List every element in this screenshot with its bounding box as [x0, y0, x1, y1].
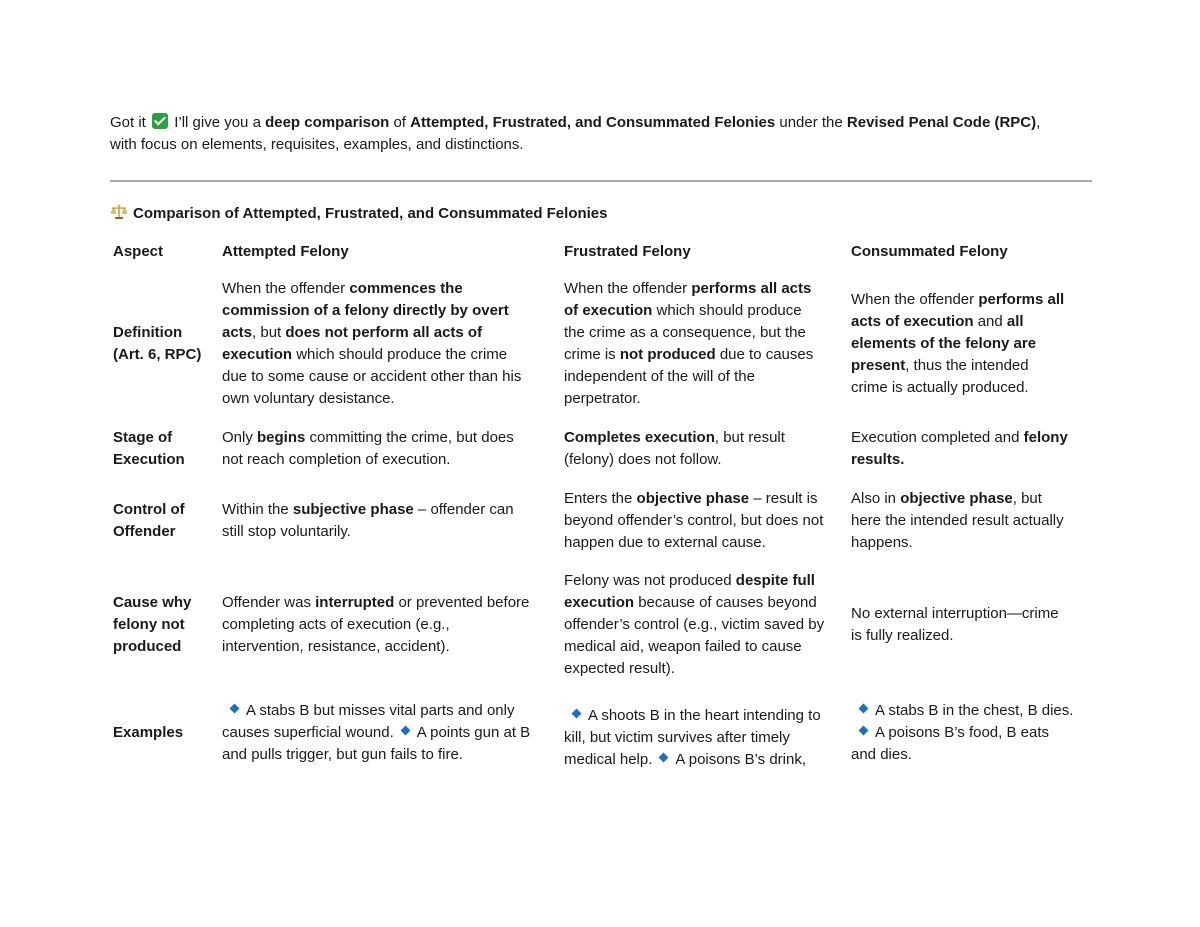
aspect-label-line: Examples — [113, 724, 184, 741]
aspect-label-line: Execution — [113, 451, 185, 468]
table-cell-attempted-felony — [222, 278, 521, 410]
intro-bold-felonies: Attempted, Frustrated, and Consummated Felonies — [410, 114, 776, 131]
text-segment: not reach completion of execution. — [222, 451, 451, 468]
cell-text-line — [564, 366, 813, 388]
bold-text: acts — [222, 324, 253, 341]
cell-text-line — [564, 532, 823, 554]
bold-text: does not perform all acts of — [285, 324, 483, 341]
bold-text: objective phase — [900, 490, 1013, 507]
text-segment: medical aid, weapon failed to cause — [564, 638, 802, 655]
cell-text-line — [851, 289, 1064, 311]
intro-line2: with focus on elements, requisites, examples, and distinctions. — [110, 136, 524, 153]
cell-text-line — [851, 427, 1068, 449]
table-header-attempted-felony: Attempted Felony — [222, 243, 349, 260]
bold-text: begins — [257, 429, 306, 446]
text-segment: and pulls trigger, but gun fails to fire. — [222, 746, 463, 763]
scales-of-justice-icon — [110, 204, 128, 220]
text-segment: A poisons B’s food, B eats — [875, 724, 1050, 741]
text-segment: the crime as a consequence, but the — [564, 324, 806, 341]
bold-text: elements of the felony are — [851, 335, 1037, 352]
text-segment: happens. — [851, 534, 913, 551]
bold-text: interrupted — [315, 594, 395, 611]
cell-text-line — [564, 614, 824, 636]
text-segment: medical help. — [564, 751, 653, 768]
text-segment: A stabs B but misses vital parts and only — [246, 702, 515, 719]
blue-diamond-icon — [230, 704, 240, 714]
text-segment: – offender can — [413, 501, 514, 518]
cell-text-line — [564, 344, 813, 366]
table-cell-frustrated-felony — [564, 705, 821, 771]
intro-part1: I’ll give you a — [170, 114, 266, 131]
text-segment: When the offender — [851, 291, 979, 308]
text-segment: here the intended result actually — [851, 512, 1064, 529]
aspect-label-line: Offender — [113, 523, 176, 540]
cell-text-line — [851, 355, 1064, 377]
cell-text-line — [222, 521, 514, 543]
intro-part3: under the — [775, 114, 847, 131]
text-segment: own voluntary desistance. — [222, 390, 395, 407]
text-segment: beyond offender’s control, but does not — [564, 512, 824, 529]
table-cell-aspect — [113, 722, 183, 744]
bold-text: commences the — [349, 280, 463, 297]
aspect-label-line: Control of — [113, 501, 185, 518]
table-cell-consummated-felony — [851, 488, 1064, 554]
text-segment: A shoots B in the heart intending to — [588, 707, 821, 724]
table-cell-aspect — [113, 499, 185, 543]
text-segment: (felony) does not follow. — [564, 451, 722, 468]
table-header-frustrated-felony: Frustrated Felony — [564, 243, 691, 260]
blue-diamond-icon — [572, 709, 582, 719]
text-segment: still stop voluntarily. — [222, 523, 351, 540]
text-segment: , but — [252, 324, 286, 341]
text-segment: A stabs B in the chest, B dies. — [875, 702, 1074, 719]
text-segment: or prevented before — [394, 594, 530, 611]
bold-text: performs all — [978, 291, 1065, 308]
text-segment: When the offender — [222, 280, 350, 297]
text-segment: offender’s control (e.g., victim saved by — [564, 616, 825, 633]
cell-text-line — [851, 488, 1064, 510]
cell-text-line — [564, 705, 821, 727]
cell-text-line — [851, 603, 1059, 625]
text-segment: is fully realized. — [851, 627, 954, 644]
cell-text-line — [564, 449, 785, 471]
text-segment: Offender was — [222, 594, 316, 611]
check-mark-icon — [152, 113, 168, 129]
table-cell-aspect — [113, 322, 201, 366]
aspect-label-line: produced — [113, 638, 182, 655]
text-segment: committing the crime, but does — [305, 429, 514, 446]
aspect-label-line: felony not — [113, 616, 185, 633]
cell-text-line — [564, 488, 823, 510]
cell-text-line — [564, 570, 824, 592]
table-cell-consummated-felony — [851, 289, 1064, 399]
text-segment: No external interruption—crime — [851, 605, 1059, 622]
table-header-consummated-felony: Consummated Felony — [851, 243, 1008, 260]
text-segment: happen due to external cause. — [564, 534, 766, 551]
cell-text-line — [222, 449, 514, 471]
section-title — [110, 204, 608, 224]
text-segment: Enters the — [564, 490, 637, 507]
blue-diamond-icon — [400, 726, 410, 736]
text-segment: and dies. — [851, 746, 912, 763]
text-segment: which should produce — [652, 302, 802, 319]
cell-text-line — [222, 278, 521, 300]
text-segment: Also in — [851, 490, 901, 507]
aspect-label-line: Cause why — [113, 594, 192, 611]
aspect-label-line: (Art. 6, RPC) — [113, 346, 202, 363]
cell-text-line — [564, 636, 824, 658]
cell-text-line — [851, 510, 1064, 532]
cell-text-line — [222, 322, 521, 344]
cell-text-line — [222, 592, 529, 614]
table-cell-attempted-felony — [222, 427, 514, 471]
cell-text-line — [222, 344, 521, 366]
table-header-aspect: Aspect — [113, 243, 164, 260]
section-title-text: Comparison of Attempted, Frustrated, and Consummated Felonies — [133, 205, 608, 222]
bold-text: all — [1006, 313, 1024, 330]
cell-text-line — [222, 300, 521, 322]
bold-text: of execution — [564, 302, 653, 319]
cell-text-line — [222, 744, 530, 766]
text-segment: which should produce the crime — [292, 346, 508, 363]
text-segment: , but result — [714, 429, 785, 446]
cell-text-line — [222, 700, 530, 722]
aspect-label-line: Definition — [113, 324, 183, 341]
cell-text-line — [564, 427, 785, 449]
bold-text: execution — [564, 594, 635, 611]
bold-text: performs all acts — [691, 280, 812, 297]
cell-text-line — [564, 727, 821, 749]
bold-text: objective phase — [636, 490, 750, 507]
text-segment: crime is — [564, 346, 620, 363]
aspect-label-line: Stage of — [113, 429, 173, 446]
cell-text-line — [564, 658, 824, 680]
intro-part2: of — [389, 114, 411, 131]
cell-text-line — [222, 636, 529, 658]
bold-text: felony — [1023, 429, 1068, 446]
cell-text-line — [564, 592, 824, 614]
text-segment: – result is — [749, 490, 818, 507]
table-cell-consummated-felony — [851, 700, 1073, 766]
cell-text-line — [222, 366, 521, 388]
cell-text-line — [851, 744, 1073, 766]
table-cell-frustrated-felony — [564, 570, 824, 680]
bold-text: despite full — [735, 572, 815, 589]
blue-diamond-icon — [859, 704, 869, 714]
cell-text-line — [851, 700, 1073, 722]
intro-bold-deep-comparison: deep comparison — [265, 114, 390, 131]
table-cell-attempted-felony — [222, 499, 514, 543]
cell-text-line — [851, 333, 1064, 355]
cell-text-line — [564, 388, 813, 410]
intro-part4: , — [1036, 114, 1041, 131]
text-segment: Only — [222, 429, 258, 446]
table-cell-aspect — [113, 592, 191, 658]
table-cell-frustrated-felony — [564, 427, 785, 471]
text-segment: causes superficial wound. — [222, 724, 394, 741]
document-page — [110, 112, 1092, 768]
intro-bold-rpc: Revised Penal Code (RPC) — [846, 114, 1037, 131]
bold-text: present — [851, 357, 906, 374]
horizontal-divider — [110, 180, 1092, 182]
cell-text-line — [564, 300, 813, 322]
cell-text-line — [222, 614, 529, 636]
text-segment: because of causes beyond — [634, 594, 817, 611]
intro-got-it: Got it — [110, 114, 146, 131]
table-cell-aspect — [113, 427, 185, 471]
bold-text: results. — [851, 451, 905, 468]
text-segment: completing acts of execution (e.g., — [222, 616, 450, 633]
cell-text-line — [564, 322, 813, 344]
table-cell-consummated-felony — [851, 427, 1068, 471]
cell-text-line — [851, 625, 1059, 647]
text-segment: , thus the intended — [905, 357, 1029, 374]
cell-text-line — [851, 722, 1073, 744]
text-segment: expected result). — [564, 660, 675, 677]
text-segment: perpetrator. — [564, 390, 641, 407]
cell-text-line — [851, 532, 1064, 554]
text-segment: kill, but victim survives after timely — [564, 729, 790, 746]
cell-text-line — [564, 278, 813, 300]
cell-text-line — [851, 449, 1068, 471]
text-segment: crime is actually produced. — [851, 379, 1029, 396]
table-cell-attempted-felony — [222, 700, 530, 766]
cell-text-line — [222, 427, 514, 449]
bold-text: acts of execution — [851, 313, 974, 330]
cell-text-line — [222, 388, 521, 410]
text-segment: due to some cause or accident other than his — [222, 368, 522, 385]
table-cell-attempted-felony — [222, 592, 529, 658]
bold-text: commission of a felony directly by overt — [222, 302, 509, 319]
text-segment: A points gun at B — [416, 724, 531, 741]
blue-diamond-icon — [859, 726, 869, 736]
cell-text-line — [222, 722, 530, 744]
text-segment: due to causes — [715, 346, 814, 363]
intro-paragraph — [110, 112, 1092, 156]
text-segment: A poisons B’s drink, — [675, 751, 807, 768]
text-segment: Felony was not produced — [564, 572, 736, 589]
text-segment: Within the — [222, 501, 293, 518]
table-cell-frustrated-felony — [564, 278, 813, 410]
text-segment: independent of the will of the — [564, 368, 755, 385]
bold-text: subjective phase — [292, 501, 414, 518]
text-segment: and — [973, 313, 1007, 330]
bold-text: execution — [222, 346, 293, 363]
cell-text-line — [222, 499, 514, 521]
bold-text: Completes execution — [564, 429, 715, 446]
cell-text-line — [851, 311, 1064, 333]
table-cell-consummated-felony — [851, 603, 1059, 647]
text-segment: Execution completed and — [851, 429, 1024, 446]
cell-text-line — [564, 749, 821, 771]
text-segment: intervention, resistance, accident). — [222, 638, 450, 655]
text-segment: When the offender — [564, 280, 692, 297]
cell-text-line — [564, 510, 823, 532]
cell-text-line — [851, 377, 1064, 399]
blue-diamond-icon — [659, 753, 669, 763]
table-cell-frustrated-felony — [564, 488, 823, 554]
bold-text: not produced — [619, 346, 716, 363]
text-segment: , but — [1012, 490, 1042, 507]
